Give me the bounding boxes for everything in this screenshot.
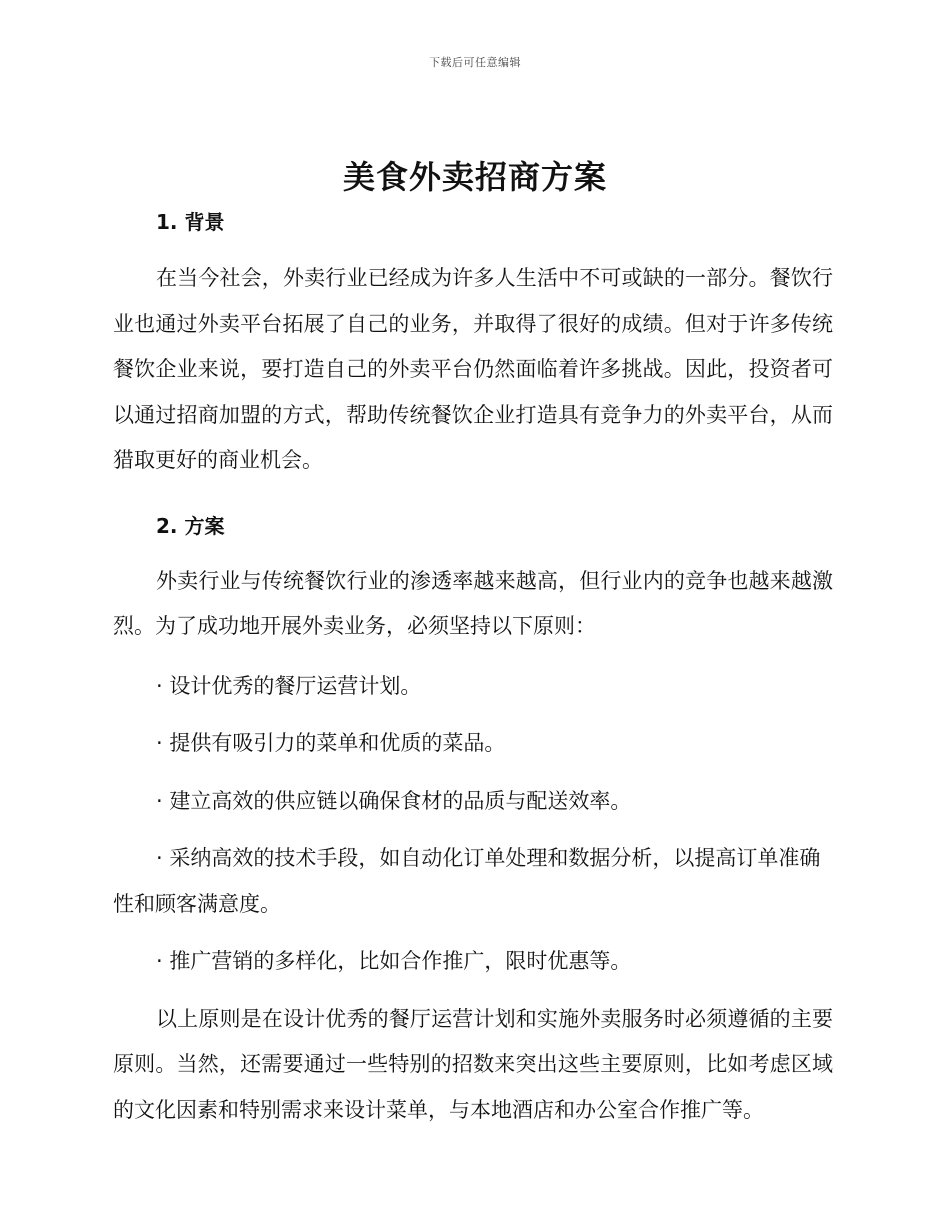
principle-bullet: · 建立高效的供应链以确保食材的品质与配送效率。 [156, 788, 632, 813]
principle-bullet: · 设计优秀的餐厅运营计划。 [156, 673, 422, 698]
plan-closing-paragraph: 以上原则是在设计优秀的餐厅运营计划和实施外卖服务时必须遵循的主要原则。当然，还需要通过一些特别的招数来突出这些主要原则，比如考虑区域的文化因素和特别需求来设计菜单，与本地酒店和办公室合作推广等。 [113, 1006, 833, 1122]
header-note: 下载后可任意编辑 [429, 56, 521, 69]
principle-bullet: · 推广营销的多样化，比如合作推广，限时优惠等。 [156, 949, 632, 973]
principle-bullet: · 提供有吸引力的菜单和优质的菜品。 [156, 731, 506, 755]
background-paragraph: 在当今社会，外卖行业已经成为许多人生活中不可或缺的一部分。餐饮行业也通过外卖平台拓展了自己的业务，并取得了很好的成绩。但对于许多传统餐饮企业来说，要打造自己的外卖平台仍然面临着许多挑战。因此，投资者可以通过招商加盟的方式，帮助传统餐饮企业打造具有竞争力的外卖平台，从而猎取更好的商业机会。 [113, 266, 833, 472]
section-heading-background: 1. 背景 [156, 210, 225, 234]
principle-bullet: · 采纳高效的技术手段，如自动化订单处理和数据分析，以提高订单准确性和顾客满意度。 [113, 846, 821, 916]
document-title: 美食外卖招商方案 [342, 158, 607, 196]
plan-intro-paragraph: 外卖行业与传统餐饮行业的渗透率越来越高，但行业内的竞争也越来越激烈。为了成功地开展外卖业务，必须坚持以下原则： [113, 568, 833, 638]
section-heading-plan: 2. 方案 [156, 513, 225, 538]
document-body [113, 200, 833, 1133]
